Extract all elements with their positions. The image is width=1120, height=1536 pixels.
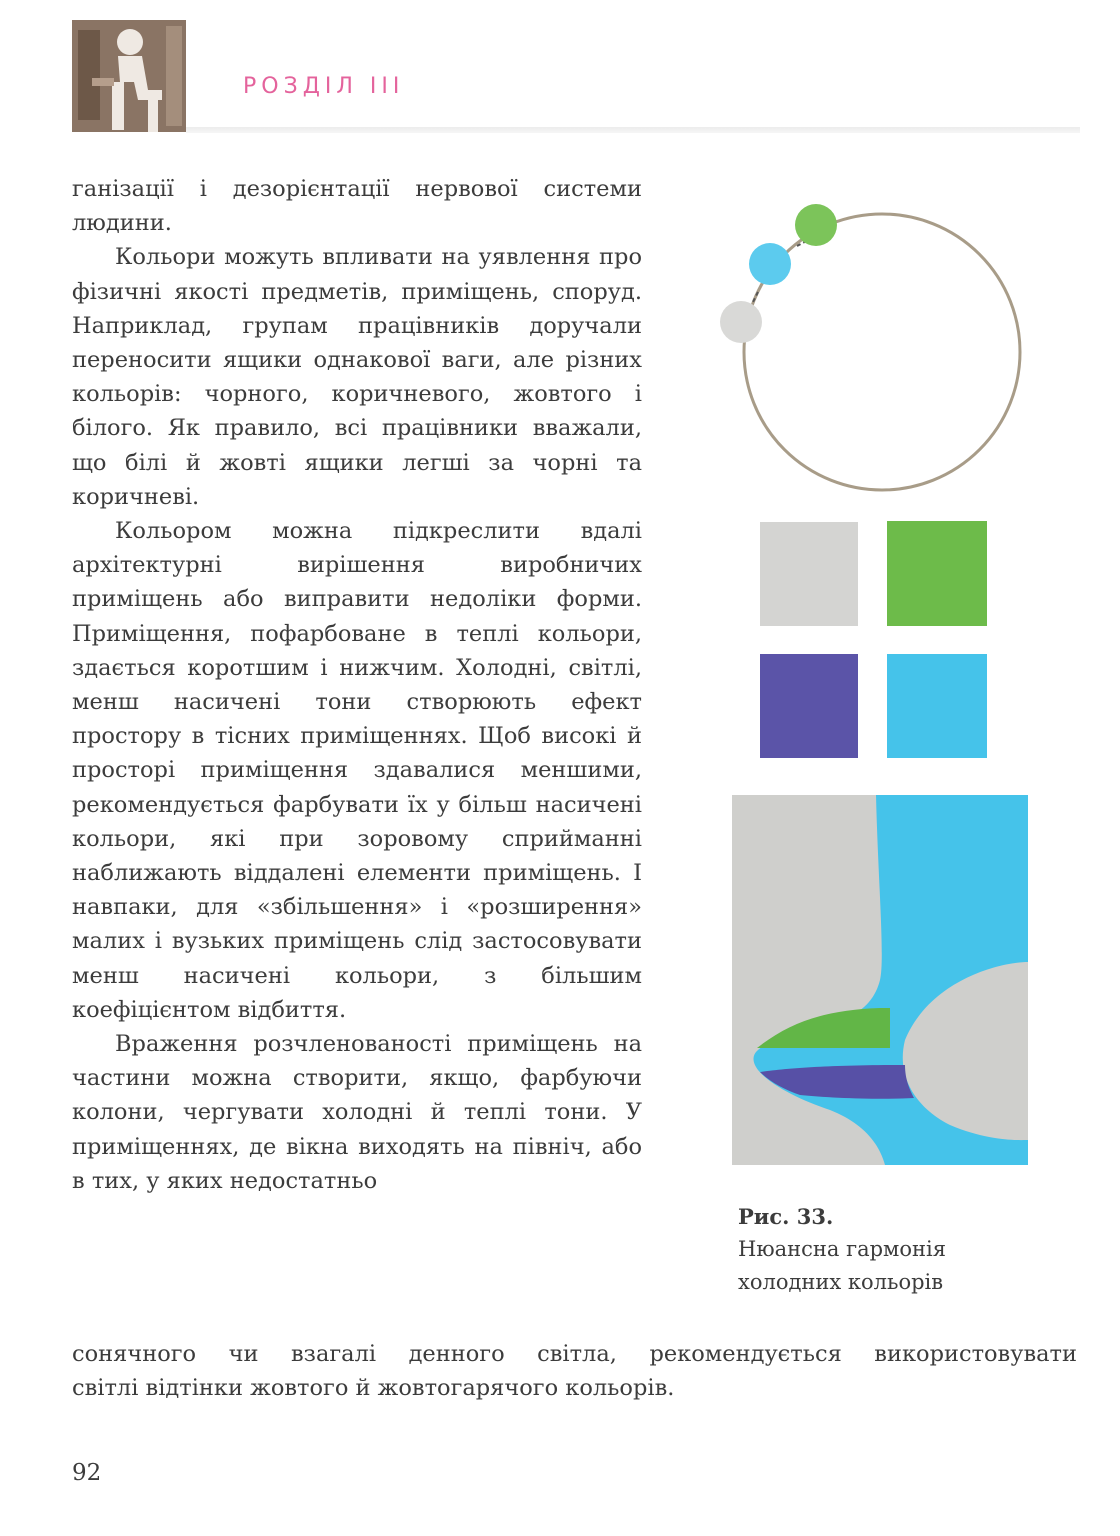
cyan-swatch bbox=[887, 654, 987, 758]
figure-caption-line-1: Нюансна гармонія bbox=[738, 1237, 946, 1261]
green-dot bbox=[795, 204, 837, 246]
color-composition-panel bbox=[732, 795, 1028, 1165]
color-swatches bbox=[760, 521, 987, 758]
green-swatch bbox=[887, 521, 987, 626]
wide-line-1: сонячного чи взагалі денного світла, рекомендується використовувати bbox=[72, 1341, 1077, 1367]
grey-dot bbox=[720, 301, 762, 343]
section-label: РОЗДІЛ III bbox=[243, 74, 405, 99]
figure-caption-line-2: холодних кольорів bbox=[738, 1270, 944, 1294]
paragraph-4: Враження розчленованості приміщень на частини можна створити, якщо, фарбуючи колони, чергувати холодні й теплі тони. У приміщеннях, де вікна виходять на північ, або в тих, у яких недостатньо bbox=[72, 1031, 642, 1194]
page-number: 92 bbox=[72, 1460, 102, 1486]
figure-caption-title: Рис. 33. bbox=[738, 1204, 834, 1229]
paragraph-3: Кольором можна підкреслити вдалі архітектурні вирішення виробничих приміщень або виправити недоліки форми. Приміщення, пофарбоване в теплі кольори, здається коротшим і нижчим. Холодні, світлі, менш насичені тони створюють ефект простору в тісних приміщеннях. Щоб високі й просторі приміщення здавалися меншими, рекомендується фарбувати їх у більш насичені кольори, які при зоровому сприйманні наближають віддалені елементи приміщень. І навпаки, для «збільшення» і «розширення» малих і вузьких приміщень слід застосовувати менш насичені кольори, з більшим коефіцієнтом відбиття. bbox=[72, 518, 642, 1023]
paragraph-1: ганізації і дезорієнтації нервової системи людини. bbox=[72, 176, 642, 237]
figure-caption bbox=[738, 1200, 1058, 1299]
grey-swatch bbox=[760, 522, 858, 626]
wide-line-2: світлі відтінки жовтого й жовтогарячого кольорів. bbox=[72, 1375, 675, 1402]
paragraph-2: Кольори можуть впливати на уявлення про фізичні якості предметів, приміщень, споруд. Наприклад, групам працівників доручали переносити ящики однакової ваги, але різних кольорів: чорного, коричневого, жовтого і білого. Як правило, всі працівники вважали, що білі й жовті ящики легші за чорні та коричневі. bbox=[72, 244, 642, 510]
violet-swatch bbox=[760, 654, 858, 758]
cyan-dot bbox=[749, 243, 791, 285]
color-circle-diagram bbox=[720, 204, 1020, 490]
